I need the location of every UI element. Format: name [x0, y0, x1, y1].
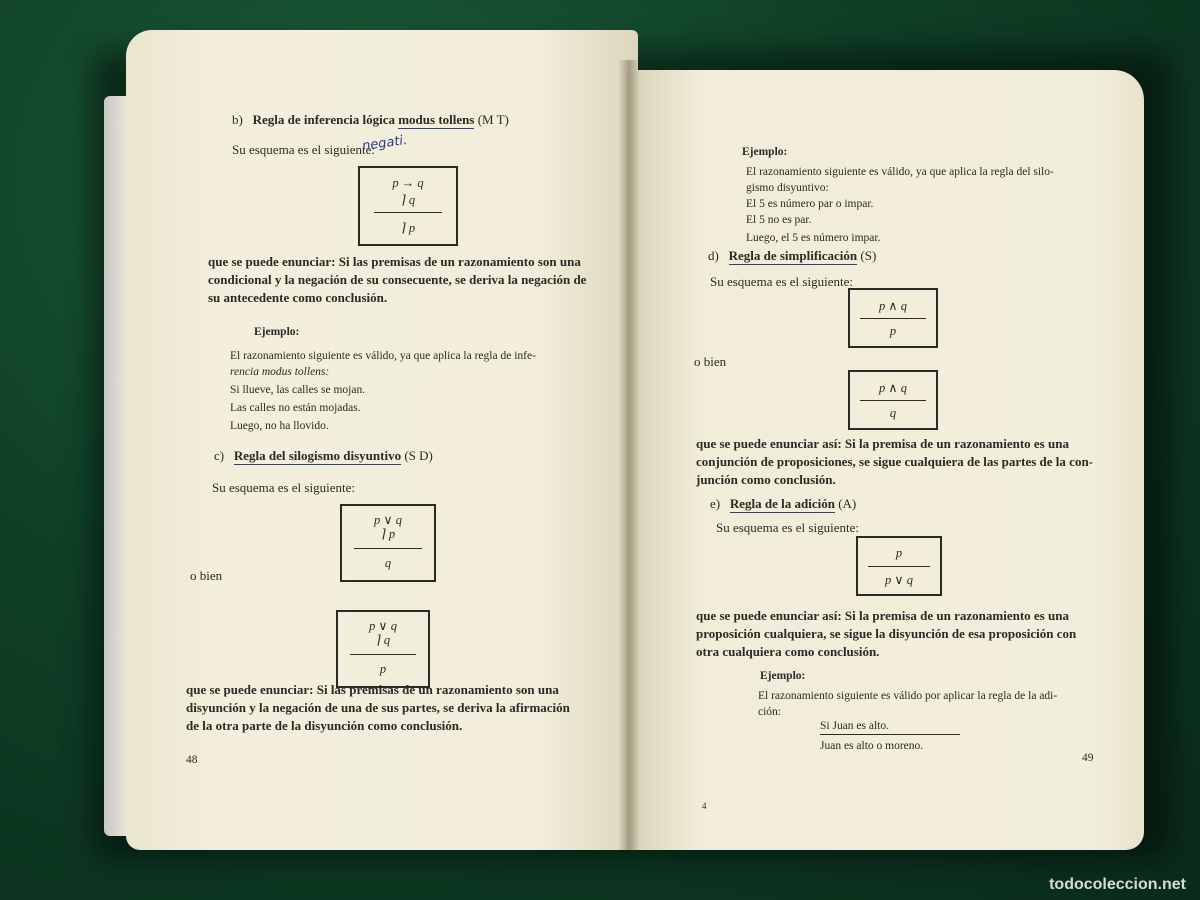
example-line: El razonamiento siguiente es válido por aplicar la regla de la adi- — [758, 690, 1058, 702]
scheme-conclusion: p — [889, 324, 897, 338]
scheme-premise-1: p ∧ q — [879, 381, 907, 395]
scheme-premise-1: p ∨ q — [369, 619, 397, 633]
book-gutter — [618, 60, 640, 850]
scheme-premise-1: p → q — [392, 176, 424, 190]
example-label: Ejemplo: — [254, 326, 300, 338]
example-line: ción: — [758, 706, 781, 718]
scheme-conclusion: q — [889, 406, 897, 420]
sd-statement-line-2: disyunción y la negación de una de sus partes, se deriva la afirmación — [186, 700, 570, 715]
section-c-heading: c) Regla del silogismo disyuntivo (S D) — [214, 448, 433, 463]
simplificacion-scheme-2 — [848, 370, 938, 430]
s-statement-line-1: que se puede enunciar así: Si la premisa de un razonamiento es una — [696, 436, 1069, 451]
section-c-intro: Su esquema es el siguiente: — [212, 480, 355, 495]
example-line: rencia modus tollens: — [230, 366, 330, 378]
scheme-conclusion: q — [384, 556, 392, 570]
page-number: 48 — [186, 754, 198, 766]
adicion-scheme — [856, 536, 942, 596]
mt-statement-line-2: condicional y la negación de su consecuente, se deriva la negación de — [208, 272, 587, 287]
scheme-conclusion: ⌉ p — [400, 221, 416, 235]
example-label: Ejemplo: — [760, 670, 806, 682]
section-b-intro: Su esquema es el siguiente: — [232, 142, 375, 157]
simplificacion-scheme-1 — [848, 288, 938, 348]
scheme-premise-2: ⌉ q — [375, 633, 391, 647]
mt-statement-line-1: que se puede enunciar: Si las premisas de un razonamiento son una — [208, 254, 581, 269]
modus-tollens-scheme — [358, 166, 458, 246]
s-statement-line-2: conjunción de proposiciones, se sigue cualquiera de las partes de la con- — [696, 454, 1094, 469]
scheme-premise-1: p ∧ q — [879, 299, 907, 313]
scheme-divider — [374, 212, 442, 213]
left-page — [126, 30, 638, 850]
example-conclusion: Juan es alto o moreno. — [820, 740, 924, 752]
a-statement-line-1: que se puede enunciar así: Si la premisa de un razonamiento es una — [696, 608, 1069, 623]
a-statement-line-3: otra cualquiera como conclusión. — [696, 644, 880, 659]
handwritten-note: negati. — [361, 132, 409, 155]
s-statement-line-3: junción como conclusión. — [696, 472, 836, 487]
example-line: Las calles no están mojadas. — [230, 402, 361, 414]
example-line: El razonamiento siguiente es válido, ya que aplica la regla del silo- — [746, 166, 1054, 178]
scheme-divider — [860, 400, 926, 401]
scheme-conclusion: p — [379, 662, 387, 676]
scheme-conclusion: p ∨ q — [885, 573, 913, 587]
section-d-heading: d) Regla de simplificación (S) — [708, 248, 877, 263]
page-number: 49 — [1082, 752, 1094, 764]
example-line: El 5 es número par o impar. — [746, 198, 874, 210]
watermark-brand: todocoleccion — [1049, 876, 1158, 893]
section-d-intro: Su esquema es el siguiente: — [710, 274, 853, 289]
scheme-premise-1: p ∨ q — [374, 513, 402, 527]
section-b-heading: b) Regla de inferencia lógica modus tollens (M T) — [232, 112, 509, 127]
right-page — [626, 70, 1144, 850]
sd-statement-line-1: que se puede enunciar: Si las premisas de un razonamiento son una — [186, 682, 559, 697]
example-label: Ejemplo: — [742, 146, 788, 158]
example-line: El razonamiento siguiente es válido, ya que aplica la regla de infe- — [230, 350, 536, 362]
scheme-divider — [868, 566, 930, 567]
or-label: o bien — [190, 568, 223, 583]
example-line: Luego, el 5 es número impar. — [746, 232, 881, 244]
sd-statement-line-3: de la otra parte de la disyunción como conclusión. — [186, 718, 463, 733]
scheme-divider — [350, 654, 416, 655]
example-line: Luego, no ha llovido. — [230, 420, 329, 432]
section-e-heading: e) Regla de la adición (A) — [710, 496, 857, 511]
example-line: El 5 no es par. — [746, 214, 812, 226]
mt-statement-line-3: su antecedente como conclusión. — [208, 290, 388, 305]
example-premise: Si Juan es alto. — [820, 718, 960, 735]
scheme-divider — [354, 548, 422, 549]
section-e-intro: Su esquema es el siguiente: — [716, 520, 859, 535]
scheme-premise-2: ⌉ p — [380, 527, 396, 541]
a-statement-line-2: proposición cualquiera, se sigue la disyunción de esa proposición con — [696, 626, 1077, 641]
scheme-premise-1: p — [895, 546, 903, 560]
scheme-premise-2: ⌉ q — [400, 193, 416, 207]
example-line: Si llueve, las calles se mojan. — [230, 384, 366, 396]
or-label: o bien — [694, 354, 727, 369]
silogismo-scheme-1 — [340, 504, 436, 582]
silogismo-scheme-2 — [336, 610, 430, 688]
signature-mark: 4 — [702, 801, 707, 811]
watermark-suffix: .net — [1157, 876, 1186, 893]
site-watermark — [1049, 876, 1186, 894]
example-line: gismo disyuntivo: — [746, 182, 829, 194]
scheme-divider — [860, 318, 926, 319]
